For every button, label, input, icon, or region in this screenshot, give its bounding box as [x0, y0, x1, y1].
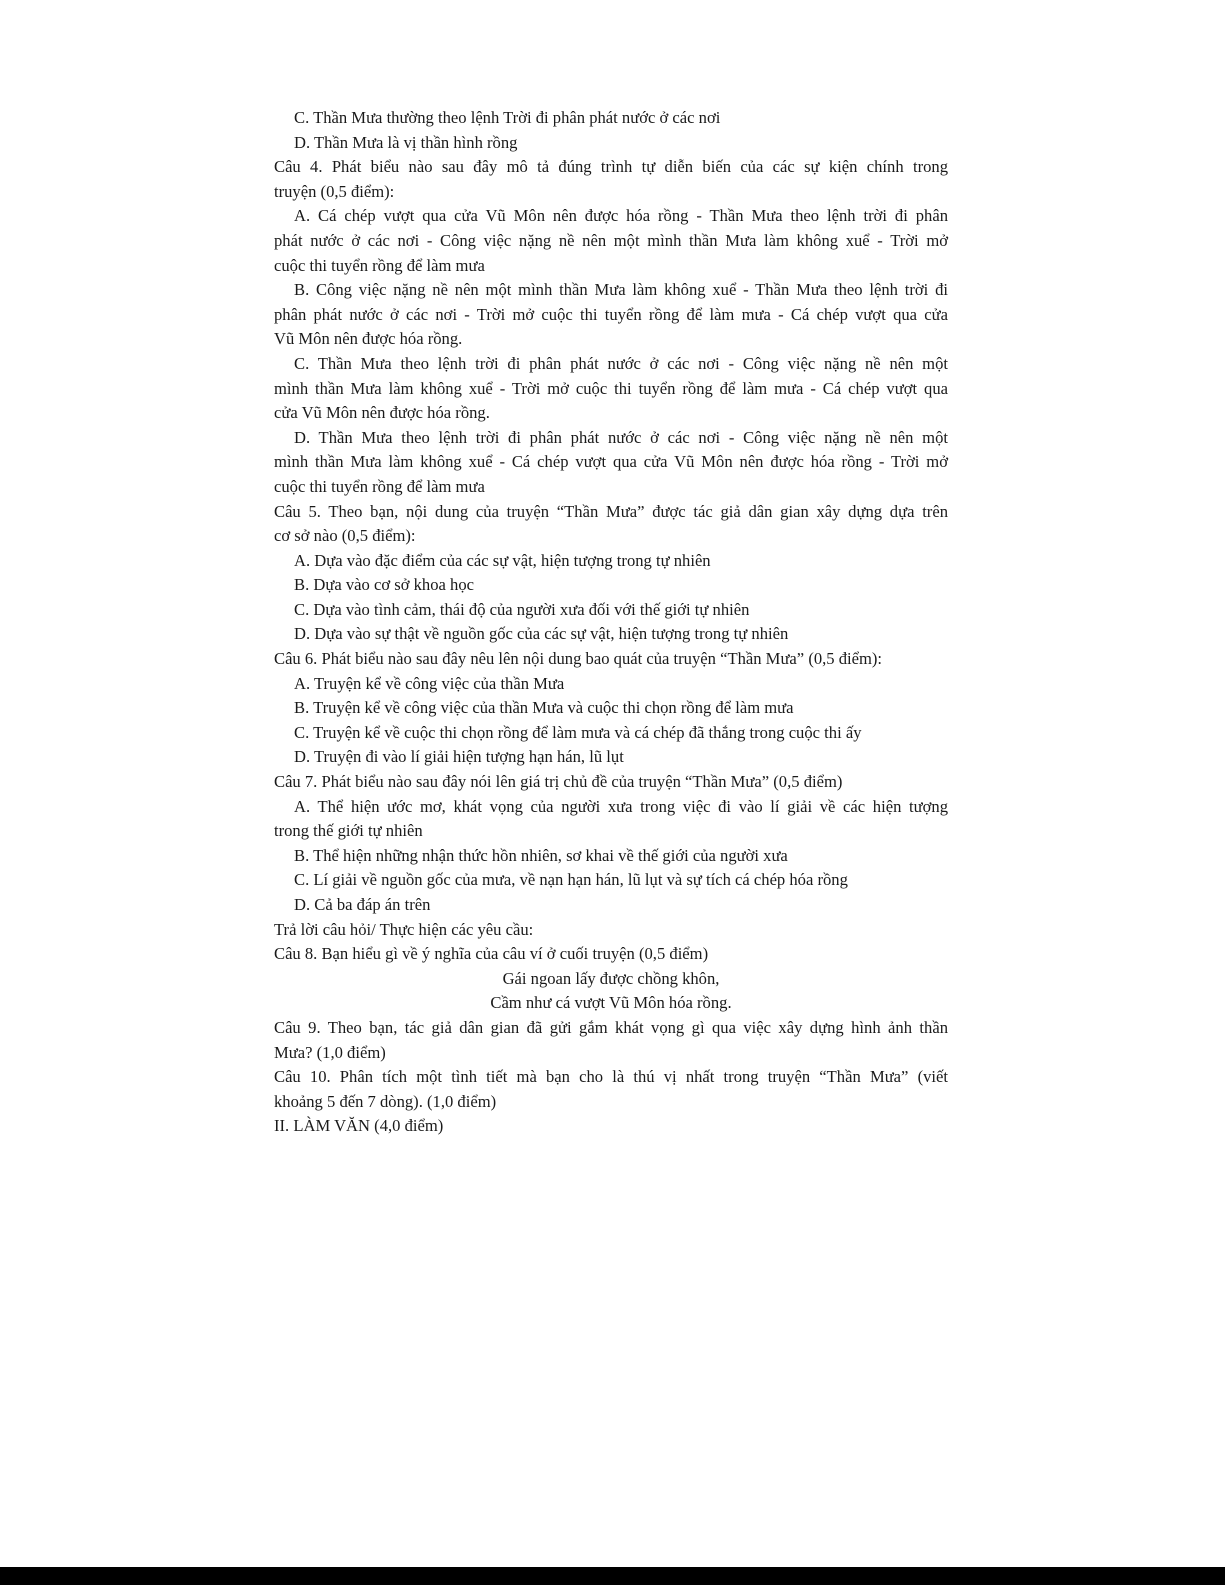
option-b-q7: B. Thể hiện những nhận thức hồn nhiên, sơ khai về thế giới của người xưa	[294, 845, 788, 865]
section-instruction: Trả lời câu hỏi/ Thực hiện các yêu cầu:	[274, 919, 534, 939]
option-d-q5: D. Dựa vào sự thật về nguồn gốc của các sự vật, hiện tượng trong tự nhiên	[294, 624, 789, 644]
option-b-q5: B. Dựa vào cơ sở khoa học	[294, 575, 474, 595]
option-b-q6: B. Truyện kể về công việc của thần Mưa và cuộc thi chọn rồng để làm mưa	[294, 698, 794, 718]
question-4-cont: truyện (0,5 điểm):	[274, 181, 395, 201]
option-d-q6: D. Truyện đi vào lí giải hiện tượng hạn hán, lũ lụt	[294, 747, 624, 767]
option-c-q4: C. Thần Mưa theo lệnh trời đi phân phát nước ở các nơi - Công việc nặng nề nên một	[294, 353, 948, 373]
question-4: Câu 4. Phát biểu nào sau đây mô tả đúng trình tự diễn biến của các sự kiện chính trong	[274, 157, 948, 177]
option-a-q6: A. Truyện kể về công việc của thần Mưa	[294, 673, 565, 693]
option-b-q4: B. Công việc nặng nề nên một mình thần Mưa làm không xuể - Thần Mưa theo lệnh trời đi	[294, 280, 948, 300]
option-a-q4-end: cuộc thi tuyển rồng để làm mưa	[274, 255, 485, 275]
option-c-q5: C. Dựa vào tình cảm, thái độ của người xưa đối với thế giới tự nhiên	[294, 599, 750, 619]
option-a-q4-cont: phát nước ở các nơi - Công việc nặng nề nên một mình thần Mưa làm không xuể - Trời mở	[274, 230, 948, 250]
option-b-q4-cont: phân phát nước ở các nơi - Trời mở cuộc thi tuyển rồng để làm mưa - Cá chép vượt qua cửa	[274, 304, 948, 324]
question-9: Câu 9. Theo bạn, tác giả dân gian đã gửi gắm khát vọng gì qua việc xây dựng hình ảnh thần	[274, 1017, 948, 1037]
question-5: Câu 5. Theo bạn, nội dung của truyện “Thần Mưa” được tác giả dân gian xây dựng dựa trên	[274, 501, 948, 521]
option-d-q4: D. Thần Mưa theo lệnh trời đi phân phát nước ở các nơi - Công việc nặng nề nên một	[294, 427, 948, 447]
proverb-line-2: Cầm như cá vượt Vũ Môn hóa rồng.	[490, 993, 732, 1013]
option-c-q6: C. Truyện kể về cuộc thi chọn rồng để làm mưa và cá chép đã thắng trong cuộc thi ấy	[294, 722, 862, 742]
question-5-cont: cơ sở nào (0,5 điểm):	[274, 526, 416, 546]
option-d-q3: D. Thần Mưa là vị thần hình rồng	[294, 132, 518, 152]
section-heading-writing: II. LÀM VĂN (4,0 điểm)	[274, 1116, 444, 1136]
question-8: Câu 8. Bạn hiểu gì về ý nghĩa của câu ví ở cuối truyện (0,5 điểm)	[274, 944, 709, 964]
question-10: Câu 10. Phân tích một tình tiết mà bạn cho là thú vị nhất trong truyện “Thần Mưa” (viết	[274, 1067, 948, 1087]
option-a-q7: A. Thể hiện ước mơ, khát vọng của người xưa trong việc đi vào lí giải về các hiện tượng	[294, 796, 948, 816]
question-9-cont: Mưa? (1,0 điểm)	[274, 1042, 386, 1062]
option-c-q4-end: cửa Vũ Môn nên được hóa rồng.	[274, 403, 490, 423]
option-d-q4-end: cuộc thi tuyển rồng để làm mưa	[274, 476, 485, 496]
option-a-q4: A. Cá chép vượt qua cửa Vũ Môn nên được hóa rồng - Thần Mưa theo lệnh trời đi phân	[294, 206, 948, 226]
option-d-q7: D. Cả ba đáp án trên	[294, 895, 431, 914]
option-c-q4-cont: mình thần Mưa làm không xuể - Trời mở cuộc thi tuyển rồng để làm mưa - Cá chép vượt qua	[274, 378, 948, 398]
option-a-q5: A. Dựa vào đặc điểm của các sự vật, hiện tượng trong tự nhiên	[294, 550, 711, 570]
proverb-line-1: Gái ngoan lấy được chồng khôn,	[502, 968, 720, 988]
document-page	[274, 106, 948, 1139]
option-d-q4-cont: mình thần Mưa làm không xuể - Cá chép vượt qua cửa Vũ Môn nên được hóa rồng - Trời mở	[274, 452, 948, 472]
option-a-q7-cont: trong thế giới tự nhiên	[274, 821, 423, 841]
scan-bottom-border	[0, 1567, 1225, 1585]
question-6: Câu 6. Phát biểu nào sau đây nêu lên nội dung bao quát của truyện “Thần Mưa” (0,5 điểm):	[274, 649, 883, 669]
option-c-q7: C. Lí giải về nguồn gốc của mưa, về nạn hạn hán, lũ lụt và sự tích cá chép hóa rồng	[294, 870, 848, 890]
question-10-cont: khoảng 5 đến 7 dòng). (1,0 điểm)	[274, 1091, 497, 1111]
question-7: Câu 7. Phát biểu nào sau đây nói lên giá trị chủ đề của truyện “Thần Mưa” (0,5 điểm)	[274, 772, 843, 792]
option-b-q4-end: Vũ Môn nên được hóa rồng.	[274, 329, 463, 349]
option-c-q3: C. Thần Mưa thường theo lệnh Trời đi phân phát nước ở các nơi	[294, 108, 721, 127]
